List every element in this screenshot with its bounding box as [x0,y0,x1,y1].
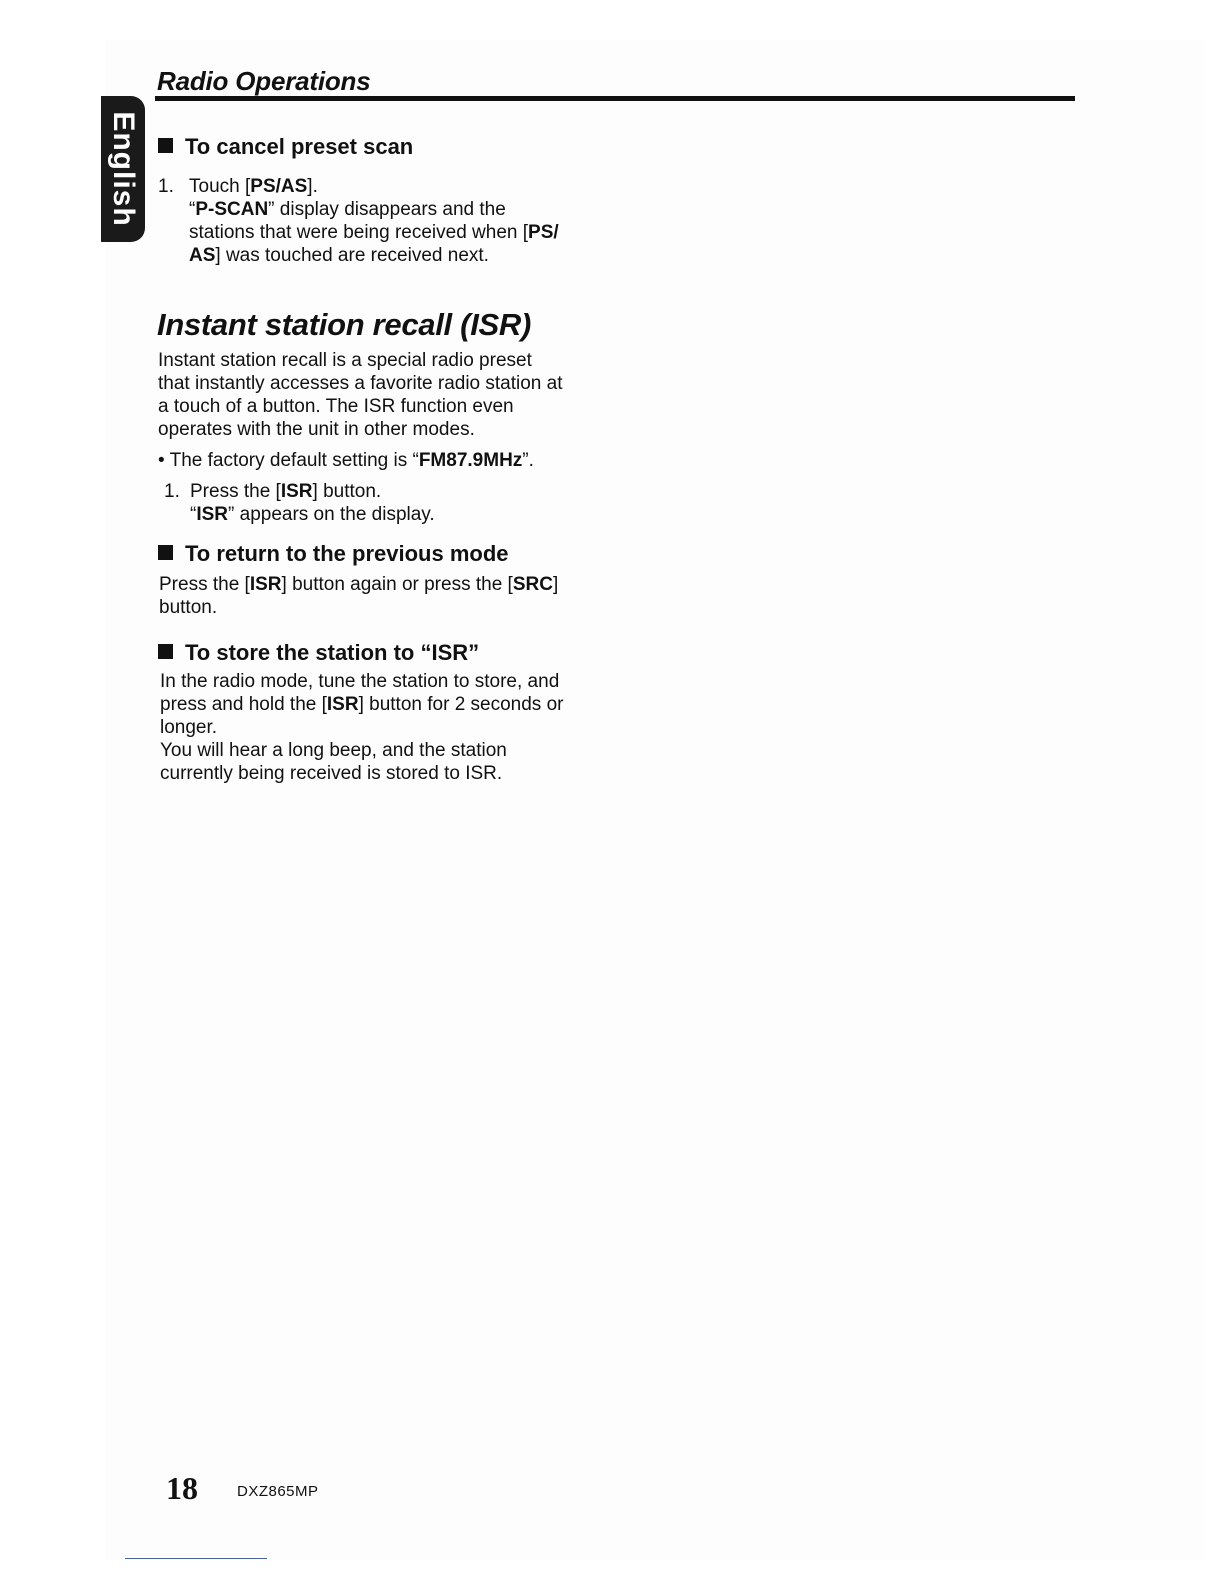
text-line: press and hold the [ISR] button for 2 seconds or [160,694,564,715]
return-previous-heading: To return to the previous mode [158,541,509,567]
square-bullet-icon [158,545,173,560]
text-line: that instantly accesses a favorite radio station at [158,373,563,394]
isr-default-note: • The factory default setting is “FM87.9MHz”. [158,450,534,471]
store-isr-heading: To store the station to “ISR” [158,640,479,666]
page-number: 18 [166,1470,198,1506]
page-background [105,40,1205,1560]
bottom-rule [125,1558,267,1559]
store-isr-text [160,670,563,785]
text-line: Press the [ISR] button again or press the [SRC] [159,574,559,595]
section-header: Radio Operations [157,66,371,96]
text-line: AS] was touched are received next. [189,245,489,266]
return-previous-text [159,573,558,619]
cancel-preset-scan-heading: To cancel preset scan [158,134,413,160]
square-bullet-icon [158,644,173,659]
isr-intro [158,349,563,441]
text-line: stations that were being received when [PS/ [189,222,559,243]
text-line: a touch of a button. The ISR function even [158,396,514,417]
text-line: currently being received is stored to ISR. [160,763,503,784]
text-line: “P-SCAN” display disappears and the [189,199,506,220]
language-tab-label: English [107,111,140,227]
square-bullet-icon [158,138,173,153]
text-line: operates with the unit in other modes. [158,419,475,440]
text-line: button. [159,597,218,618]
text-line: longer. [160,717,218,738]
step-number: 1. [158,176,174,197]
text-line: Press the [ISR] button. [190,481,382,502]
text-line: “ISR” appears on the display. [190,504,435,525]
text-line: Touch [PS/AS]. [189,176,318,197]
model-name: DXZ865MP [237,1483,319,1500]
language-tab [101,96,145,242]
isr-step [190,480,435,526]
isr-title: Instant station recall (ISR) [157,307,531,342]
text-line: Instant station recall is a special radio preset [158,350,532,371]
text-line: In the radio mode, tune the station to store, and [160,671,560,692]
header-rule [155,96,1075,101]
text-line: You will hear a long beep, and the station [160,740,507,761]
step-number: 1. [164,481,180,502]
cancel-preset-scan-step [189,175,559,267]
